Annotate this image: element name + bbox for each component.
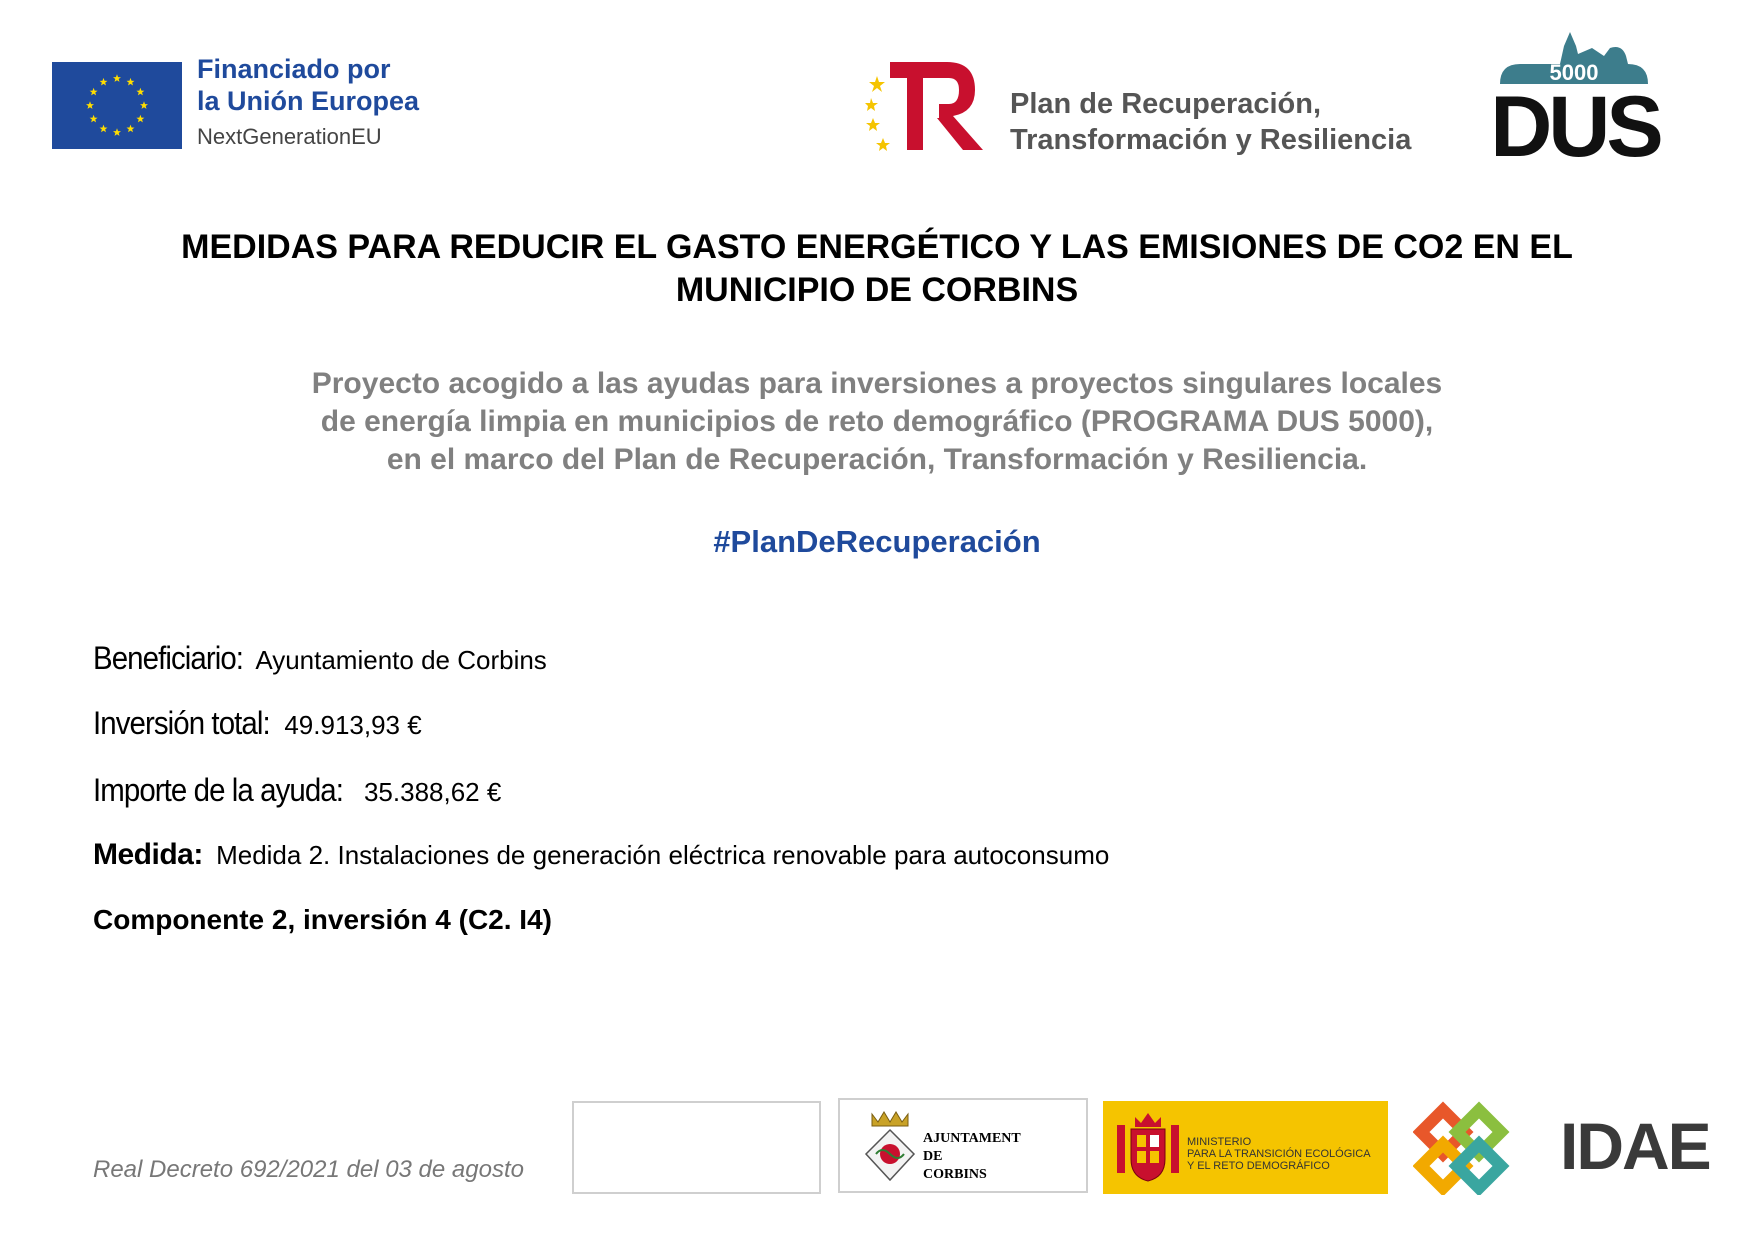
eu-star-icon [86,101,94,109]
importe-label: Importe de la ayuda: [93,772,343,808]
importe-row [93,772,501,809]
eu-star-icon [90,115,98,123]
inversion-label: Inversión total: [93,705,270,741]
ajuntament-line-1: AJUNTAMENT [923,1131,1021,1146]
hashtag: #PlanDeRecuperación [713,524,1041,559]
eu-funding-text [197,56,419,148]
eu-star-icon [127,78,135,86]
ajuntament-text [923,1130,1021,1184]
ministerio-text [1187,1136,1371,1172]
idae-logo-icon [1413,1100,1518,1195]
ministerio-line-3: Y EL RETO DEMOGRÁFICO [1187,1160,1330,1172]
prtr-text [1010,86,1411,158]
prtr-line-2: Transformación y Resiliencia [1010,124,1412,156]
decree-text: Real Decreto 692/2021 del 03 de agosto [93,1156,524,1183]
prtr-logo [865,60,985,155]
page-title [60,226,1694,312]
dus-badge: 5000 [1549,60,1599,85]
title-line-2: MUNICIPIO DE CORBINS [675,271,1079,309]
spain-coat-of-arms-icon [1115,1111,1181,1185]
subtitle-line-3: en el marco del Plan de Recuperación, Transformación y Resiliencia. [386,443,1368,476]
project-description [180,365,1574,479]
eu-star-icon [113,128,121,136]
prtr-stars-icon [865,76,890,151]
ministerio-line-2: PARA LA TRANSICIÓN ECOLÓGICA [1187,1148,1371,1160]
ministerio-line-1: MINISTERIO [1187,1136,1252,1148]
subtitle-line-2: de energía limpia en municipios de reto demográfico (PROGRAMA DUS 5000), [320,405,1434,438]
componente-text: Componente 2, inversión 4 (C2. I4) [93,904,552,935]
eu-star-icon [136,88,144,96]
inversion-value: 49.913,93 € [284,710,422,740]
dus-5000-logo [1480,28,1670,163]
inversion-row [93,705,422,742]
beneficiario-label: Beneficiario: [93,640,244,676]
medida-value: Medida 2. Instalaciones de generación eléctrica renovable para autoconsumo [216,840,1110,870]
dus-wordmark: DUS [1490,79,1660,163]
medida-label: Medida: [93,838,203,871]
eu-star-icon [140,101,148,109]
eu-line-3: NextGenerationEU [197,124,382,149]
eu-flag-logo [52,62,182,149]
prtr-line-1: Plan de Recuperación, [1010,88,1322,120]
ajuntament-line-3: CORBINS [923,1167,987,1182]
eu-star-icon [136,115,144,123]
beneficiario-value: Ayuntamiento de Corbins [255,645,547,675]
eu-star-icon [100,125,108,133]
medida-row [93,838,1109,872]
eu-line-2: la Unión Europea [197,86,420,116]
title-line-1: MEDIDAS PARA REDUCIR EL GASTO ENERGÉTICO Y LAS EMISIONES DE CO2 EN EL [181,228,1573,266]
empty-logo-box [572,1101,821,1194]
eu-stars-icon [52,62,182,149]
idae-wordmark: IDAE [1560,1109,1710,1183]
corbins-coat-of-arms-icon [862,1108,918,1186]
eu-star-icon [113,74,121,82]
importe-value: 35.388,62 € [363,777,502,807]
eu-star-icon [100,78,108,86]
eu-line-1: Financiado por [197,54,391,84]
subtitle-line-1: Proyecto acogido a las ayudas para inversiones a proyectos singulares locales [311,367,1443,400]
eu-star-icon [90,88,98,96]
beneficiario-row [93,640,547,677]
ajuntament-line-2: DE [923,1149,943,1164]
eu-star-icon [127,125,135,133]
